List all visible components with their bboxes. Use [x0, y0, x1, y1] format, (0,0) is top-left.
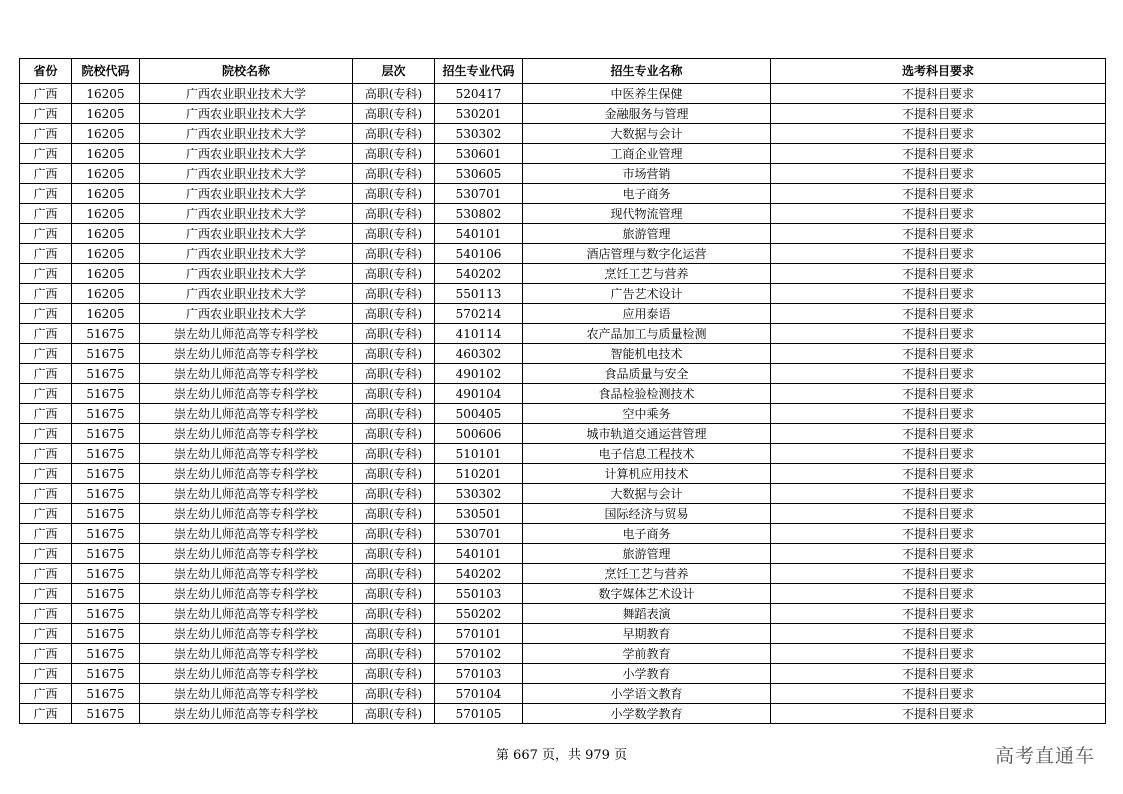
cell-province: 广西 [20, 344, 72, 364]
cell-province: 广西 [20, 584, 72, 604]
cell-school-code: 16205 [72, 124, 140, 144]
cell-subject-requirement: 不提科目要求 [771, 624, 1106, 644]
cell-school-name: 崇左幼儿师范高等专科学校 [140, 644, 353, 664]
cell-major-name: 学前教育 [523, 644, 771, 664]
cell-school-code: 16205 [72, 184, 140, 204]
cell-province: 广西 [20, 604, 72, 624]
cell-level: 高职(专科) [353, 184, 435, 204]
cell-subject-requirement: 不提科目要求 [771, 684, 1106, 704]
table-row [20, 564, 1106, 584]
cell-subject-requirement: 不提科目要求 [771, 164, 1106, 184]
cell-school-code: 51675 [72, 524, 140, 544]
cell-major-name: 烹饪工艺与营养 [523, 564, 771, 584]
cell-school-name: 崇左幼儿师范高等专科学校 [140, 524, 353, 544]
cell-major-code: 530701 [435, 524, 523, 544]
table-row [20, 504, 1106, 524]
cell-school-code: 51675 [72, 424, 140, 444]
cell-school-code: 51675 [72, 704, 140, 724]
cell-province: 广西 [20, 524, 72, 544]
cell-major-name: 小学教育 [523, 664, 771, 684]
cell-major-code: 510201 [435, 464, 523, 484]
cell-province: 广西 [20, 144, 72, 164]
cell-subject-requirement: 不提科目要求 [771, 264, 1106, 284]
cell-subject-requirement: 不提科目要求 [771, 404, 1106, 424]
table-row [20, 264, 1106, 284]
table-row [20, 104, 1106, 124]
cell-subject-requirement: 不提科目要求 [771, 224, 1106, 244]
table-row [20, 404, 1106, 424]
cell-major-name: 应用泰语 [523, 304, 771, 324]
cell-major-code: 540202 [435, 564, 523, 584]
cell-major-name: 农产品加工与质量检测 [523, 324, 771, 344]
header-major-name: 招生专业名称 [523, 59, 771, 84]
header-school-code: 院校代码 [72, 59, 140, 84]
table-row [20, 464, 1106, 484]
cell-province: 广西 [20, 404, 72, 424]
page-number: 第 667 页，共 979 页 [495, 748, 628, 763]
cell-school-name: 广西农业职业技术大学 [140, 84, 353, 104]
cell-level: 高职(专科) [353, 524, 435, 544]
cell-major-name: 市场营销 [523, 164, 771, 184]
cell-level: 高职(专科) [353, 404, 435, 424]
cell-subject-requirement: 不提科目要求 [771, 424, 1106, 444]
cell-subject-requirement: 不提科目要求 [771, 204, 1106, 224]
cell-level: 高职(专科) [353, 624, 435, 644]
admissions-table [19, 58, 1106, 724]
table-row [20, 704, 1106, 724]
header-major-code: 招生专业代码 [435, 59, 523, 84]
header-level: 层次 [353, 59, 435, 84]
cell-major-name: 小学语文教育 [523, 684, 771, 704]
cell-province: 广西 [20, 644, 72, 664]
cell-level: 高职(专科) [353, 504, 435, 524]
cell-major-name: 烹饪工艺与营养 [523, 264, 771, 284]
cell-school-code: 51675 [72, 444, 140, 464]
cell-subject-requirement: 不提科目要求 [771, 444, 1106, 464]
cell-level: 高职(专科) [353, 684, 435, 704]
cell-subject-requirement: 不提科目要求 [771, 384, 1106, 404]
cell-province: 广西 [20, 464, 72, 484]
cell-major-code: 520417 [435, 84, 523, 104]
cell-level: 高职(专科) [353, 544, 435, 564]
cell-level: 高职(专科) [353, 264, 435, 284]
cell-school-name: 崇左幼儿师范高等专科学校 [140, 444, 353, 464]
cell-level: 高职(专科) [353, 84, 435, 104]
cell-subject-requirement: 不提科目要求 [771, 644, 1106, 664]
cell-school-code: 51675 [72, 384, 140, 404]
cell-school-name: 崇左幼儿师范高等专科学校 [140, 324, 353, 344]
cell-school-name: 崇左幼儿师范高等专科学校 [140, 584, 353, 604]
cell-major-code: 460302 [435, 344, 523, 364]
cell-subject-requirement: 不提科目要求 [771, 324, 1106, 344]
cell-province: 广西 [20, 164, 72, 184]
cell-level: 高职(专科) [353, 164, 435, 184]
cell-major-code: 570101 [435, 624, 523, 644]
cell-major-name: 数字媒体艺术设计 [523, 584, 771, 604]
cell-major-name: 电子商务 [523, 184, 771, 204]
cell-school-name: 崇左幼儿师范高等专科学校 [140, 684, 353, 704]
cell-major-name: 食品质量与安全 [523, 364, 771, 384]
cell-province: 广西 [20, 184, 72, 204]
cell-school-name: 广西农业职业技术大学 [140, 184, 353, 204]
cell-school-name: 崇左幼儿师范高等专科学校 [140, 344, 353, 364]
cell-major-code: 490104 [435, 384, 523, 404]
cell-level: 高职(专科) [353, 364, 435, 384]
cell-level: 高职(专科) [353, 604, 435, 624]
cell-level: 高职(专科) [353, 284, 435, 304]
cell-school-code: 51675 [72, 464, 140, 484]
cell-subject-requirement: 不提科目要求 [771, 144, 1106, 164]
watermark-text: 高考直通车 [994, 745, 1095, 767]
cell-school-code: 51675 [72, 664, 140, 684]
cell-level: 高职(专科) [353, 244, 435, 264]
cell-major-code: 500405 [435, 404, 523, 424]
cell-province: 广西 [20, 124, 72, 144]
cell-school-code: 51675 [72, 324, 140, 344]
cell-school-code: 51675 [72, 344, 140, 364]
cell-major-code: 530501 [435, 504, 523, 524]
table-row [20, 324, 1106, 344]
table-row [20, 244, 1106, 264]
cell-level: 高职(专科) [353, 464, 435, 484]
cell-level: 高职(专科) [353, 384, 435, 404]
cell-school-name: 广西农业职业技术大学 [140, 304, 353, 324]
cell-school-code: 16205 [72, 244, 140, 264]
table-row [20, 524, 1106, 544]
cell-major-code: 570214 [435, 304, 523, 324]
cell-level: 高职(专科) [353, 344, 435, 364]
table-row [20, 224, 1106, 244]
cell-major-code: 530302 [435, 124, 523, 144]
cell-major-name: 食品检验检测技术 [523, 384, 771, 404]
cell-school-name: 广西农业职业技术大学 [140, 204, 353, 224]
table-row [20, 604, 1106, 624]
cell-school-name: 崇左幼儿师范高等专科学校 [140, 564, 353, 584]
cell-province: 广西 [20, 504, 72, 524]
cell-province: 广西 [20, 424, 72, 444]
cell-province: 广西 [20, 204, 72, 224]
cell-subject-requirement: 不提科目要求 [771, 124, 1106, 144]
header-province: 省份 [20, 59, 72, 84]
cell-subject-requirement: 不提科目要求 [771, 584, 1106, 604]
cell-subject-requirement: 不提科目要求 [771, 364, 1106, 384]
cell-subject-requirement: 不提科目要求 [771, 524, 1106, 544]
table-row [20, 184, 1106, 204]
cell-level: 高职(专科) [353, 324, 435, 344]
cell-subject-requirement: 不提科目要求 [771, 544, 1106, 564]
cell-major-code: 550202 [435, 604, 523, 624]
cell-school-code: 51675 [72, 604, 140, 624]
cell-province: 广西 [20, 304, 72, 324]
cell-subject-requirement: 不提科目要求 [771, 84, 1106, 104]
cell-province: 广西 [20, 224, 72, 244]
cell-subject-requirement: 不提科目要求 [771, 704, 1106, 724]
cell-school-name: 崇左幼儿师范高等专科学校 [140, 704, 353, 724]
cell-province: 广西 [20, 624, 72, 644]
cell-level: 高职(专科) [353, 644, 435, 664]
cell-school-code: 16205 [72, 204, 140, 224]
table-row [20, 344, 1106, 364]
cell-level: 高职(专科) [353, 304, 435, 324]
cell-level: 高职(专科) [353, 204, 435, 224]
cell-major-code: 530605 [435, 164, 523, 184]
table-row [20, 284, 1106, 304]
cell-level: 高职(专科) [353, 564, 435, 584]
table-row [20, 424, 1106, 444]
cell-province: 广西 [20, 384, 72, 404]
cell-school-code: 51675 [72, 484, 140, 504]
cell-subject-requirement: 不提科目要求 [771, 464, 1106, 484]
cell-school-name: 广西农业职业技术大学 [140, 164, 353, 184]
cell-school-name: 广西农业职业技术大学 [140, 124, 353, 144]
cell-school-name: 崇左幼儿师范高等专科学校 [140, 364, 353, 384]
cell-province: 广西 [20, 104, 72, 124]
cell-school-code: 51675 [72, 544, 140, 564]
cell-school-code: 16205 [72, 84, 140, 104]
cell-school-name: 广西农业职业技术大学 [140, 284, 353, 304]
cell-major-name: 小学数学教育 [523, 704, 771, 724]
cell-school-code: 51675 [72, 564, 140, 584]
cell-school-name: 崇左幼儿师范高等专科学校 [140, 424, 353, 444]
cell-major-code: 530802 [435, 204, 523, 224]
cell-subject-requirement: 不提科目要求 [771, 244, 1106, 264]
cell-major-name: 酒店管理与数字化运营 [523, 244, 771, 264]
cell-school-code: 51675 [72, 624, 140, 644]
cell-major-name: 旅游管理 [523, 224, 771, 244]
table-body [20, 84, 1106, 724]
cell-major-name: 舞蹈表演 [523, 604, 771, 624]
cell-school-name: 崇左幼儿师范高等专科学校 [140, 664, 353, 684]
cell-school-name: 崇左幼儿师范高等专科学校 [140, 624, 353, 644]
cell-major-code: 530701 [435, 184, 523, 204]
cell-major-code: 530601 [435, 144, 523, 164]
table-row [20, 544, 1106, 564]
cell-major-code: 540101 [435, 544, 523, 564]
cell-major-name: 电子信息工程技术 [523, 444, 771, 464]
cell-school-code: 16205 [72, 304, 140, 324]
cell-major-code: 550103 [435, 584, 523, 604]
cell-school-name: 广西农业职业技术大学 [140, 144, 353, 164]
table-row [20, 584, 1106, 604]
cell-major-name: 电子商务 [523, 524, 771, 544]
cell-school-name: 崇左幼儿师范高等专科学校 [140, 464, 353, 484]
cell-school-code: 51675 [72, 684, 140, 704]
cell-major-name: 金融服务与管理 [523, 104, 771, 124]
cell-school-name: 广西农业职业技术大学 [140, 244, 353, 264]
header-school-name: 院校名称 [140, 59, 353, 84]
table-row [20, 624, 1106, 644]
cell-school-code: 51675 [72, 584, 140, 604]
cell-school-code: 16205 [72, 224, 140, 244]
cell-school-code: 51675 [72, 504, 140, 524]
table-row [20, 684, 1106, 704]
cell-major-code: 570103 [435, 664, 523, 684]
cell-school-code: 51675 [72, 404, 140, 424]
cell-school-name: 崇左幼儿师范高等专科学校 [140, 544, 353, 564]
cell-major-name: 早期教育 [523, 624, 771, 644]
table-row [20, 644, 1106, 664]
table-row [20, 144, 1106, 164]
cell-subject-requirement: 不提科目要求 [771, 344, 1106, 364]
table-row [20, 364, 1106, 384]
table-row [20, 304, 1106, 324]
cell-school-name: 崇左幼儿师范高等专科学校 [140, 604, 353, 624]
cell-major-name: 工商企业管理 [523, 144, 771, 164]
cell-province: 广西 [20, 484, 72, 504]
cell-province: 广西 [20, 564, 72, 584]
cell-major-name: 大数据与会计 [523, 124, 771, 144]
cell-level: 高职(专科) [353, 124, 435, 144]
cell-major-code: 530201 [435, 104, 523, 124]
cell-school-name: 广西农业职业技术大学 [140, 264, 353, 284]
cell-major-name: 空中乘务 [523, 404, 771, 424]
cell-major-code: 490102 [435, 364, 523, 384]
table-row [20, 84, 1106, 104]
cell-major-code: 410114 [435, 324, 523, 344]
cell-province: 广西 [20, 84, 72, 104]
cell-province: 广西 [20, 284, 72, 304]
cell-school-code: 51675 [72, 644, 140, 664]
cell-level: 高职(专科) [353, 704, 435, 724]
cell-province: 广西 [20, 364, 72, 384]
cell-major-code: 570104 [435, 684, 523, 704]
cell-province: 广西 [20, 444, 72, 464]
cell-school-code: 16205 [72, 144, 140, 164]
cell-level: 高职(专科) [353, 144, 435, 164]
cell-level: 高职(专科) [353, 424, 435, 444]
cell-province: 广西 [20, 244, 72, 264]
cell-school-code: 16205 [72, 264, 140, 284]
cell-subject-requirement: 不提科目要求 [771, 504, 1106, 524]
cell-school-code: 51675 [72, 364, 140, 384]
cell-subject-requirement: 不提科目要求 [771, 304, 1106, 324]
cell-school-code: 16205 [72, 104, 140, 124]
cell-subject-requirement: 不提科目要求 [771, 664, 1106, 684]
table-row [20, 384, 1106, 404]
cell-major-code: 540106 [435, 244, 523, 264]
header-subject-requirement: 选考科目要求 [771, 59, 1106, 84]
cell-major-code: 570105 [435, 704, 523, 724]
cell-subject-requirement: 不提科目要求 [771, 284, 1106, 304]
cell-subject-requirement: 不提科目要求 [771, 484, 1106, 504]
cell-major-code: 550113 [435, 284, 523, 304]
table-row [20, 444, 1106, 464]
cell-school-name: 广西农业职业技术大学 [140, 104, 353, 124]
cell-school-name: 崇左幼儿师范高等专科学校 [140, 484, 353, 504]
cell-province: 广西 [20, 684, 72, 704]
cell-major-name: 旅游管理 [523, 544, 771, 564]
cell-province: 广西 [20, 544, 72, 564]
cell-subject-requirement: 不提科目要求 [771, 184, 1106, 204]
cell-province: 广西 [20, 264, 72, 284]
cell-subject-requirement: 不提科目要求 [771, 604, 1106, 624]
cell-major-code: 500606 [435, 424, 523, 444]
cell-major-name: 城市轨道交通运营管理 [523, 424, 771, 444]
table-row [20, 484, 1106, 504]
cell-level: 高职(专科) [353, 224, 435, 244]
cell-major-name: 大数据与会计 [523, 484, 771, 504]
cell-school-name: 崇左幼儿师范高等专科学校 [140, 504, 353, 524]
cell-subject-requirement: 不提科目要求 [771, 564, 1106, 584]
cell-level: 高职(专科) [353, 584, 435, 604]
cell-level: 高职(专科) [353, 444, 435, 464]
cell-major-code: 570102 [435, 644, 523, 664]
table-row [20, 124, 1106, 144]
cell-major-name: 现代物流管理 [523, 204, 771, 224]
cell-school-name: 崇左幼儿师范高等专科学校 [140, 404, 353, 424]
cell-level: 高职(专科) [353, 664, 435, 684]
table-row [20, 164, 1106, 184]
cell-school-name: 广西农业职业技术大学 [140, 224, 353, 244]
cell-major-name: 国际经济与贸易 [523, 504, 771, 524]
cell-major-name: 广告艺术设计 [523, 284, 771, 304]
cell-major-code: 540202 [435, 264, 523, 284]
cell-province: 广西 [20, 324, 72, 344]
cell-subject-requirement: 不提科目要求 [771, 104, 1106, 124]
cell-major-name: 计算机应用技术 [523, 464, 771, 484]
table-row [20, 664, 1106, 684]
cell-level: 高职(专科) [353, 484, 435, 504]
cell-major-code: 540101 [435, 224, 523, 244]
cell-major-name: 智能机电技术 [523, 344, 771, 364]
cell-level: 高职(专科) [353, 104, 435, 124]
cell-province: 广西 [20, 704, 72, 724]
cell-province: 广西 [20, 664, 72, 684]
table-row [20, 204, 1106, 224]
cell-school-code: 16205 [72, 284, 140, 304]
cell-major-code: 530302 [435, 484, 523, 504]
cell-major-name: 中医养生保健 [523, 84, 771, 104]
cell-school-name: 崇左幼儿师范高等专科学校 [140, 384, 353, 404]
table-header-row [20, 59, 1106, 84]
cell-school-code: 16205 [72, 164, 140, 184]
cell-major-code: 510101 [435, 444, 523, 464]
